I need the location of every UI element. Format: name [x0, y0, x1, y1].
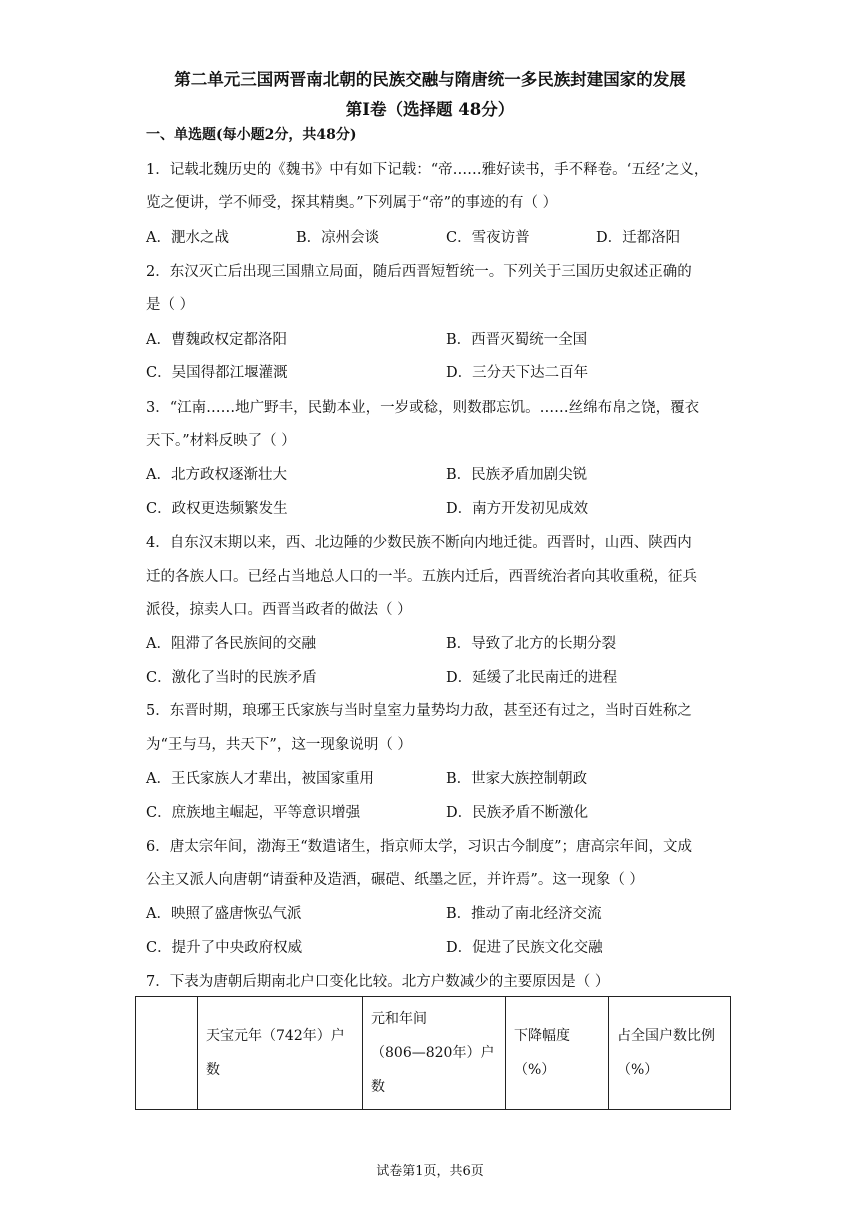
table-header-yuanhe-line-2: （806—820年）户: [371, 1045, 495, 1061]
table-header-tianbao-line-2: 数: [206, 1062, 220, 1078]
question-6-option-a: A．映照了盛唐恢弘气派: [146, 906, 302, 922]
page-footer: 试卷第1页，共6页: [376, 1164, 484, 1179]
question-2-option-d: D．三分天下达二百年: [446, 365, 589, 381]
question-2-line-2: 是（ ）: [146, 297, 195, 313]
section-heading: 一、单选题(每小题2分，共48分): [146, 127, 357, 143]
table-header-decline-line-1: 下降幅度: [514, 1028, 570, 1044]
question-1-option-a: A．淝水之战: [146, 230, 229, 246]
question-5-option-c: C．庶族地主崛起，平等意识增强: [146, 805, 361, 821]
question-6-option-b: B．推动了南北经济交流: [446, 906, 602, 922]
question-4-line-1: 4．自东汉末期以来，西、北边陲的少数民族不断向内地迁徙。西晋时，山西、陕西内: [146, 535, 692, 551]
exam-title: 第二单元三国两晋南北朝的民族交融与隋唐统一多民族封建国家的发展: [174, 70, 686, 89]
table-header-yuanhe: [363, 997, 506, 1110]
question-4-option-d: D．延缓了北民南迁的进程: [446, 670, 618, 686]
question-3-line-1: 3．“江南……地广野丰，民勤本业，一岁或稔，则数郡忘饥。……丝绵布帛之饶，覆衣: [146, 400, 700, 416]
table-header-empty: [136, 997, 198, 1110]
question-6-line-1: 6．唐太宗年间，渤海王“数遣诸生，指京师太学，习识古今制度”；唐高宗年间，文成: [146, 839, 693, 855]
exam-subtitle: 第Ⅰ卷（选择题 48分）: [345, 100, 515, 119]
question-7-line-1: 7．下表为唐朝后期南北户口变化比较。北方户数减少的主要原因是（ ）: [146, 974, 610, 990]
table-header-proportion-line-2: （%）: [617, 1062, 659, 1078]
table-header-yuanhe-line-3: 数: [371, 1079, 385, 1095]
question-1-line-1: 1．记载北魏历史的《魏书》中有如下记载：“帝……雅好读书，手不释卷。‘五经’之义，: [146, 162, 709, 178]
question-1-option-b: B．凉州会谈: [296, 230, 380, 246]
question-1-option-c: C．雪夜访普: [446, 230, 530, 246]
question-5-option-a: A．王氏家族人才辈出，被国家重用: [146, 771, 374, 787]
question-3-option-b: B．民族矛盾加剧尖锐: [446, 467, 588, 483]
table-header-decline: [506, 997, 609, 1110]
table-header-tianbao-line-1: 天宝元年（742年）户: [206, 1028, 345, 1044]
table-header-proportion-line-1: 占全国户数比例: [617, 1028, 715, 1044]
question-6-option-c: C．提升了中央政府权威: [146, 940, 303, 956]
question-6-line-2: 公主又派人向唐朝“请蚕种及造酒，碾硙、纸墨之匠，并许焉”。这一现象（ ）: [146, 872, 644, 888]
question-2-option-b: B．西晋灭蜀统一全国: [446, 332, 588, 348]
question-4-option-a: A．阻滞了各民族间的交融: [146, 636, 316, 652]
question-6-option-d: D．促进了民族文化交融: [446, 940, 603, 956]
question-3-option-a: A．北方政权逐渐壮大: [146, 467, 287, 483]
question-5-line-1: 5．东晋时期，琅琊王氏家族与当时皇室力量势均力敌，甚至还有过之，当时百姓称之: [146, 703, 692, 719]
question-3-option-d: D．南方开发初见成效: [446, 501, 589, 517]
question-4-line-2: 迁的各族人口。已经占当地总人口的一半。五族内迁后，西晋统治者向其收重税，征兵: [146, 569, 697, 585]
question-4-option-c: C．激化了当时的民族矛盾: [146, 670, 317, 686]
question-2-option-c: C．吴国得都江堰灌溉: [146, 365, 288, 381]
question-5-option-d: D．民族矛盾不断激化: [446, 805, 589, 821]
question-5-line-2: 为“王与马，共天下”，这一现象说明（ ）: [146, 737, 412, 753]
table-header-row: [136, 997, 731, 1110]
table-header-tianbao: [198, 997, 363, 1110]
question-4-option-b: B．导致了北方的长期分裂: [446, 636, 617, 652]
question-3-option-c: C．政权更迭频繁发生: [146, 501, 288, 517]
table-header-yuanhe-line-1: 元和年间: [371, 1011, 427, 1027]
table-header-decline-line-2: （%）: [514, 1062, 556, 1078]
question-1-option-d: D．迁都洛阳: [596, 230, 681, 246]
question-5-option-b: B．世家大族控制朝政: [446, 771, 588, 787]
household-comparison-table: [135, 996, 731, 1110]
table-header-proportion: [609, 997, 731, 1110]
question-2-option-a: A．曹魏政权定都洛阳: [146, 332, 287, 348]
question-2-line-1: 2．东汉灭亡后出现三国鼎立局面，随后西晋短暂统一。下列关于三国历史叙述正确的: [146, 264, 692, 280]
question-4-line-3: 派役，掠卖人口。西晋当政者的做法（ ）: [146, 602, 412, 618]
question-3-line-2: 天下。”材料反映了（ ）: [146, 433, 296, 449]
question-1-line-2: 览之便讲，学不师受，探其精奥。”下列属于“帝”的事迹的有（ ）: [146, 195, 558, 211]
